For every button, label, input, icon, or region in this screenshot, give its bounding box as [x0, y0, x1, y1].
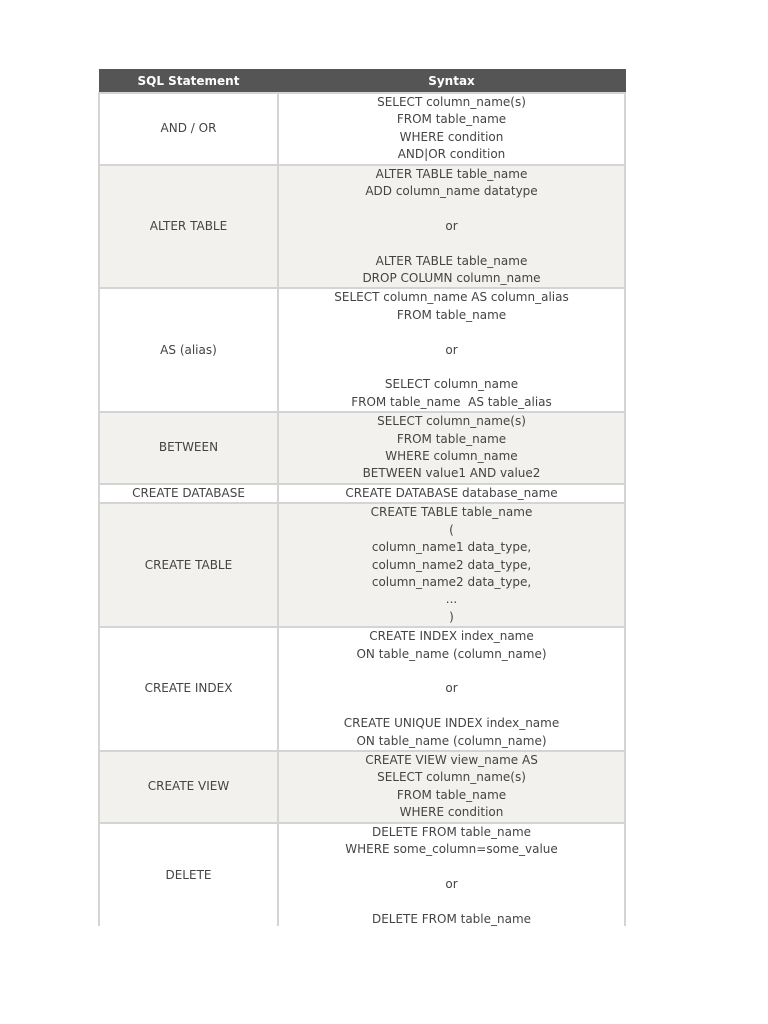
- syntax-line: [279, 200, 624, 217]
- syntax-line: FROM table_name: [396, 307, 507, 322]
- table-row: [99, 627, 625, 751]
- table-body: [99, 93, 625, 926]
- syntax-line: WHERE some_column=some_value: [345, 841, 558, 856]
- statement-cell: CREATE TABLE: [99, 503, 278, 627]
- syntax-line: FROM table_name: [396, 787, 507, 802]
- syntax-line: WHERE condition: [399, 129, 504, 144]
- syntax-cell: [278, 93, 625, 165]
- syntax-cell: [278, 165, 625, 289]
- table-row: [99, 412, 625, 484]
- syntax-line: [279, 858, 624, 875]
- syntax-line: WHERE condition: [399, 805, 504, 820]
- statement-cell: CREATE VIEW: [99, 751, 278, 823]
- table-row: [99, 823, 625, 926]
- syntax-line: FROM table_name: [396, 112, 507, 127]
- syntax-line: or: [445, 681, 458, 696]
- syntax-line: (: [449, 522, 454, 537]
- syntax-cell: [278, 288, 625, 412]
- header-syntax: Syntax: [278, 70, 625, 94]
- syntax-cell: [278, 751, 625, 823]
- statement-cell: DELETE: [99, 823, 278, 926]
- statement-cell: AND / OR: [99, 93, 278, 165]
- syntax-cell: [278, 412, 625, 484]
- table-row: [99, 484, 625, 503]
- syntax-line: [279, 663, 624, 680]
- syntax-line: SELECT column_name(s): [377, 95, 526, 109]
- syntax-line: ON table_name (column_name): [356, 733, 547, 748]
- syntax-line: SELECT column_name AS column_alias: [334, 290, 569, 305]
- syntax-line: ALTER TABLE table_name: [375, 166, 528, 181]
- table-row: [99, 165, 625, 289]
- syntax-line: or: [445, 342, 458, 357]
- syntax-line: BETWEEN value1 AND value2: [362, 466, 541, 481]
- syntax-line: SELECT column_name(s): [377, 414, 526, 429]
- statement-cell: BETWEEN: [99, 412, 278, 484]
- syntax-line: [279, 235, 624, 252]
- syntax-line: CREATE INDEX index_name: [369, 629, 534, 644]
- table-row: [99, 288, 625, 412]
- table-row: [99, 93, 625, 165]
- syntax-line: ALTER TABLE table_name: [375, 253, 528, 268]
- syntax-line: ): [449, 609, 454, 624]
- table-row: [99, 751, 625, 823]
- syntax-line: CREATE DATABASE database_name: [345, 485, 558, 500]
- syntax-line: FROM table_name AS table_alias: [351, 394, 552, 409]
- sql-syntax-table: [98, 69, 626, 926]
- syntax-line: DROP COLUMN column_name: [362, 271, 541, 286]
- sql-reference-sheet: [98, 69, 626, 926]
- syntax-line: SELECT column_name: [384, 377, 519, 392]
- syntax-line: ON table_name (column_name): [356, 646, 547, 661]
- syntax-line: column_name1 data_type,: [371, 540, 532, 555]
- syntax-line: CREATE UNIQUE INDEX index_name: [343, 716, 560, 731]
- syntax-line: WHERE column_name: [385, 449, 518, 464]
- statement-cell: ALTER TABLE: [99, 165, 278, 289]
- header-sql-statement: SQL Statement: [99, 70, 278, 94]
- syntax-line: DELETE FROM table_name: [371, 911, 532, 926]
- syntax-line: SELECT column_name(s): [377, 770, 526, 785]
- syntax-line: ...: [445, 592, 458, 607]
- table-row: [99, 503, 625, 627]
- statement-cell: CREATE INDEX: [99, 627, 278, 751]
- syntax-cell: [278, 503, 625, 627]
- syntax-cell: [278, 627, 625, 751]
- statement-cell: CREATE DATABASE: [99, 484, 278, 503]
- syntax-line: ADD column_name datatype: [365, 184, 538, 199]
- syntax-line: or: [445, 218, 458, 233]
- syntax-line: CREATE TABLE table_name: [370, 505, 533, 520]
- syntax-line: DELETE FROM table_name: [371, 824, 532, 839]
- syntax-line: column_name2 data_type,: [371, 574, 532, 589]
- statement-cell: AS (alias): [99, 288, 278, 412]
- syntax-line: [279, 698, 624, 715]
- syntax-line: AND|OR condition: [397, 147, 506, 162]
- syntax-line: or: [445, 876, 458, 891]
- syntax-line: FROM table_name: [396, 431, 507, 446]
- syntax-line: CREATE VIEW view_name AS: [365, 752, 538, 767]
- syntax-line: [279, 359, 624, 376]
- table-header-row: [99, 70, 625, 94]
- syntax-line: column_name2 data_type,: [371, 557, 532, 572]
- syntax-line: [279, 324, 624, 341]
- syntax-line: [279, 893, 624, 910]
- syntax-cell: [278, 823, 625, 926]
- syntax-cell: [278, 484, 625, 503]
